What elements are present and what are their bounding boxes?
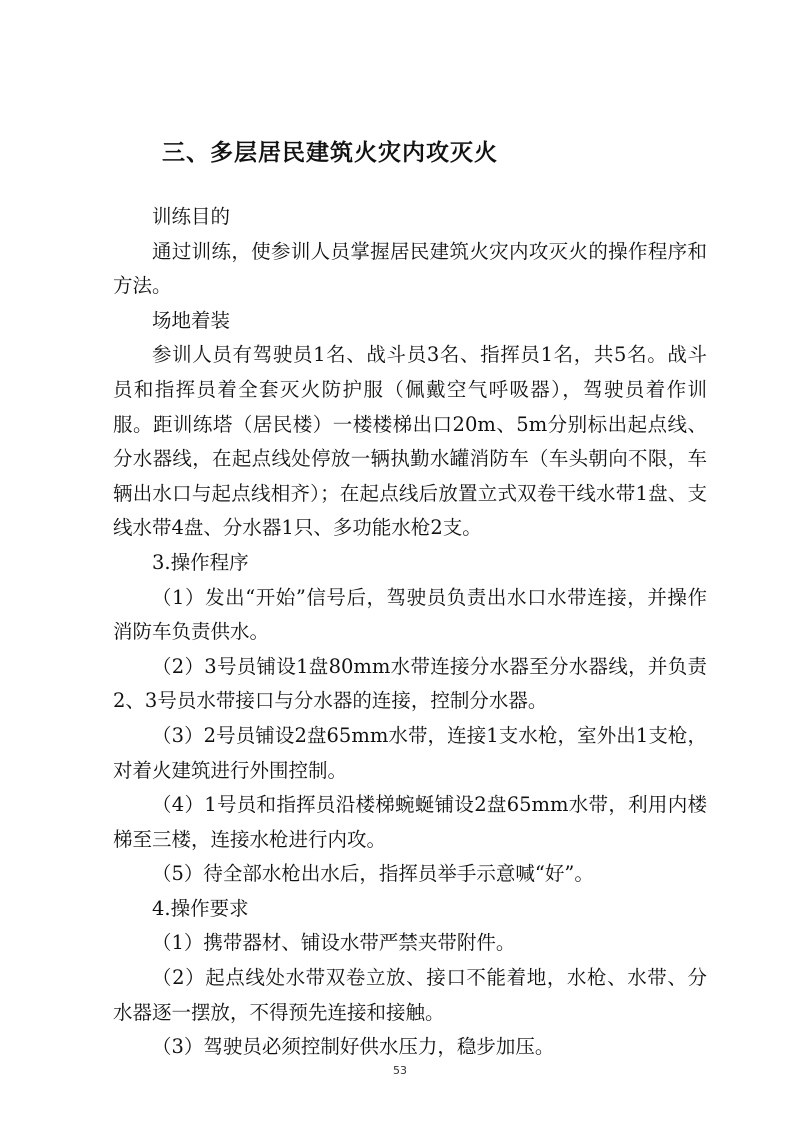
paragraph-requirement-2: （2）起点线处水带双卷立放、接口不能着地，水枪、水带、分水器逐一摆放，不得预先连接和接触。 [113, 966, 707, 1024]
paragraph-site-attire: 参训人员有驾驶员1名、战斗员3名、指挥员1名，共5名。战斗员和指挥员着全套灭火防护服（佩戴空气呼吸器），驾驶员着作训服。距训练塔（居民楼）一楼楼梯出口20m、5m分别标出起点线、分水器线，在起点线处停放一辆执勤水罐消防车（车头朝向不限，车辆出水口与起点线相齐）；在起点线后放置立式双卷干线水带1盘、支线水带4盘、分水器1只、多功能水枪2支。 [113, 343, 707, 540]
paragraph-procedure-step-5: （5）待全部水枪出水后，指挥员举手示意喊“好”。 [152, 862, 594, 886]
body-text [113, 200, 707, 1065]
paragraph-training-goal-label: 训练目的 [152, 205, 231, 228]
page-number: 53 [393, 1064, 407, 1077]
paragraph-procedure-step-1: （1）发出“开始”信号后，驾驶员负责出水口水带连接，并操作消防车负责供水。 [113, 585, 707, 644]
paragraph-requirements-heading: 4.操作要求 [152, 896, 249, 920]
paragraph-procedure-step-4: （4）1号员和指挥员沿楼梯蜿蜒铺设2盘65mm水带，利用内楼梯至三楼，连接水枪进行内攻。 [113, 793, 707, 851]
paragraph-procedure-step-2: （2）3号员铺设1盘80mm水带连接分水器至分水器线，并负责2、3号员水带接口与分水器的连接，控制分水器。 [113, 654, 707, 713]
paragraph-requirement-1: （1）携带器材、铺设水带严禁夹带附件。 [152, 931, 516, 955]
paragraph-requirement-3: （3）驾驶员必须控制好供水压力，稳步加压。 [152, 1035, 555, 1059]
section-heading: 三、多层居民建筑火灾内攻灭火 [162, 140, 498, 166]
paragraph-procedure-heading: 3.操作程序 [152, 550, 249, 574]
paragraph-training-goal: 通过训练，使参训人员掌握居民建筑火灾内攻灭火的操作程序和方法。 [113, 239, 707, 298]
paragraph-site-attire-label: 场地着装 [152, 308, 231, 332]
paragraph-procedure-step-3: （3）2号员铺设2盘65mm水带，连接1支水枪，室外出1支枪，对着火建筑进行外围控制。 [113, 723, 707, 782]
